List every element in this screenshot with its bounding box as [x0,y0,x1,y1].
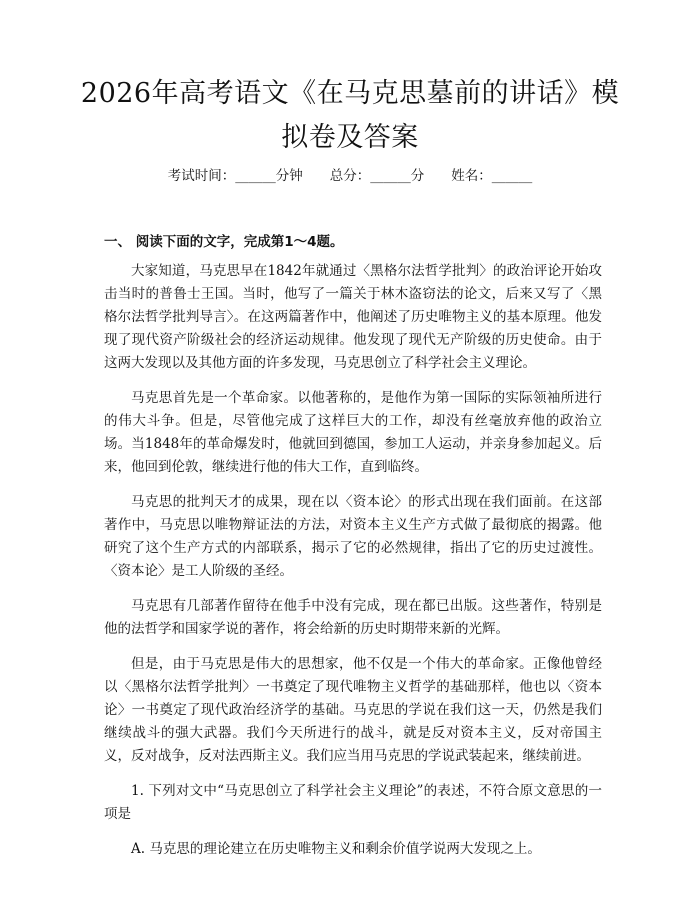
paragraph-5: 但是，由于马克思是伟大的思想家，他不仅是一个伟大的革命家。正像他曾经以〈黑格尔法哲学批判〉一书奠定了现代唯物主义哲学的基础那样，他也以〈资本论〉一书奠定了现代政治经济学的基础。马克思的学说在我们这一天，仍然是我们继续战斗的强大武器。我们今天所进行的战斗，就是反对资本主义，反对帝国主义，反对战争，反对法西斯主义。我们应当用马克思的学说武装起来，继续前进。 [104,656,602,764]
paragraph-1: 大家知道，马克思早在1842年就通过〈黑格尔法哲学批判〉的政治评论开始攻击当时的普鲁士王国。当时，他写了一篇关于林木盗窃法的论文，后来又写了〈黑格尔法哲学批判导言〉。在这两篇著作中，他阐述了历史唯物主义的基本原理。他发现了现代资产阶级社会的经济运动规律。他发现了现代无产阶级的历史使命。由于这两大发现以及其他方面的许多发现，马克思创立了科学社会主义理论。 [104,263,602,371]
paragraph-3: 马克思的批判天才的成果，现在以〈资本论〉的形式出现在我们面前。在这部著作中，马克思以唯物辩证法的方法，对资本主义生产方式做了最彻底的揭露。他研究了这个生产方式的内部联系，揭示了它的必然规律，指出了它的历史过渡性。〈资本论〉是工人阶级的圣经。 [104,494,602,579]
reading-passage [104,260,602,873]
option-a: A. 马克思的理论建立在历史唯物主义和剩余价值学说两大发现之上。 [131,841,541,857]
document-title: 2026年高考语文《在马克思墓前的讲话》模拟卷及答案 [80,78,620,153]
section-heading: 一、 阅读下面的文字，完成第1～4题。 [104,234,344,250]
paragraph-4: 马克思有几部著作留待在他手中没有完成，现在都已出版。这些著作，特别是他的法哲学和国家学说的著作，将会给新的历史时期带来新的光辉。 [104,598,602,637]
exam-info-line: 考试时间：______分钟 总分：______分 姓名：______ [167,168,533,184]
paragraph-2: 马克思首先是一个革命家。以他著称的，是他作为第一国际的实际领袖所进行的伟大斗争。但是，尽管他完成了这样巨大的工作，却没有丝毫放弃他的政治立场。当1848年的革命爆发时，他就回到德国，参加工人运动，并亲身参加起义。后来，他回到伦敦，继续进行他的伟大工作，直到临终。 [104,390,602,475]
question-1: 1. 下列对文中“马克思创立了科学社会主义理论”的表述，不符合原文意思的一项是 [104,783,602,822]
